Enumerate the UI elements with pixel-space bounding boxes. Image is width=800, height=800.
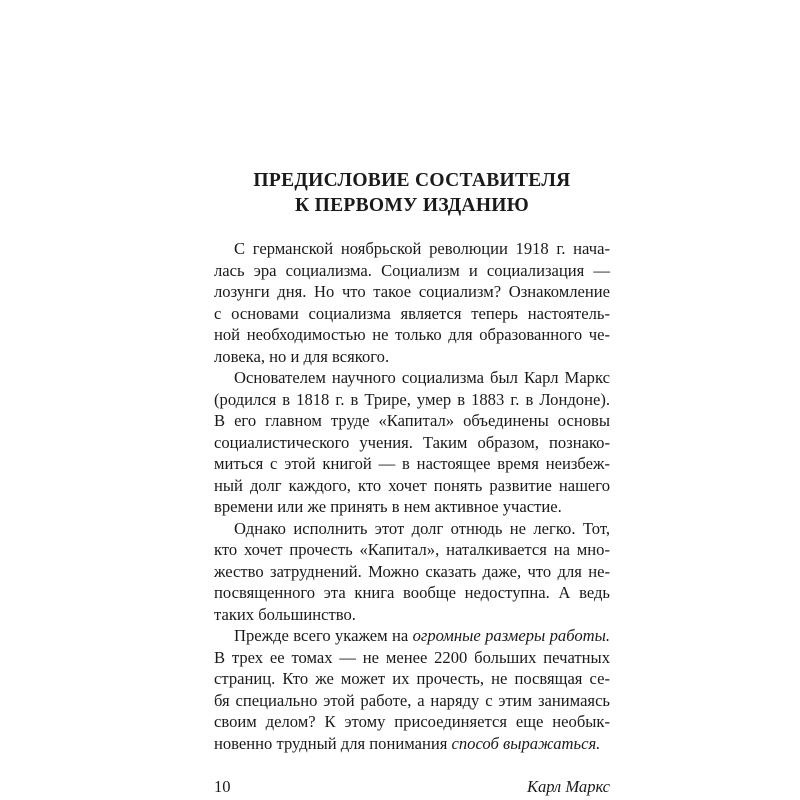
- text-line: кто хочет прочесть «Капитал», наталкивается на мно-: [214, 540, 610, 559]
- text-line: (родился в 1818 г. в Трире, умер в 1883 г. в Лондоне).: [214, 389, 610, 409]
- text-line: В его главном труде «Капитал» объединены основы: [214, 411, 610, 430]
- text-line: с основами социализма является теперь настоятель-: [214, 303, 610, 323]
- text-line: страниц. Кто же может их прочесть, не посвящая се-: [214, 669, 610, 688]
- heading-line: К ПЕРВОМУ ИЗДАНИЮ: [294, 195, 530, 216]
- text-line: жество затруднений. Можно сказать даже, что для не-: [214, 561, 610, 581]
- paragraph: [214, 518, 610, 626]
- paragraph: [214, 367, 610, 518]
- paragraph: [214, 238, 610, 367]
- text-line: Основателем научного социализма был Карл Маркс: [234, 368, 610, 387]
- book-page: [214, 168, 610, 798]
- text-line: [214, 733, 610, 755]
- text-line: С германской ноябрьской революции 1918 г. нача-: [234, 239, 610, 258]
- page-footer: [214, 776, 610, 798]
- text-line: времени или же принять в нем активное участие.: [214, 497, 562, 516]
- page-number: 10: [214, 777, 231, 796]
- running-title: Карл Маркс: [526, 777, 610, 796]
- chapter-heading: [214, 168, 610, 218]
- paragraph: [214, 625, 610, 754]
- text-line: ный долг каждого, кто хочет понять развитие нашего: [214, 475, 610, 495]
- text-line: ловека, но и для всякого.: [214, 346, 390, 366]
- text-line: лозунги дня. Но что такое социализм? Ознакомление: [214, 282, 610, 301]
- text-line: посвященного эта книга вообще недоступна. А ведь: [214, 583, 610, 602]
- text-run: Прежде всего укажем на: [234, 626, 413, 645]
- text-line: ной необходимостью не только для образованного че-: [214, 325, 610, 344]
- emphasis-text: огромные размеры работы.: [412, 626, 610, 645]
- heading-line: ПРЕДИСЛОВИЕ СОСТАВИТЕЛЯ: [253, 170, 571, 191]
- emphasis-text: способ выражаться.: [451, 733, 601, 753]
- text-line: Однако исполнить этот долг отнюдь не легко. Тот,: [234, 518, 610, 538]
- text-line: своим делом? К этому присоединяется еще необык-: [214, 712, 610, 731]
- text-line: таких большинство.: [214, 604, 356, 624]
- text-line: миться с этой книгой — в настоящее время неизбеж-: [214, 454, 610, 473]
- text-line: бя специально этой работе, а наряду с этим занимаясь: [214, 690, 610, 710]
- text-line: В трех ее томах — не менее 2200 больших печатных: [214, 647, 610, 667]
- text-line: лась эра социализма. Социализм и социализация —: [214, 260, 610, 280]
- text-run: новенно трудный для понимания: [214, 733, 452, 753]
- text-line: [214, 625, 610, 647]
- text-line: социалистического учения. Таким образом, познако-: [214, 432, 610, 452]
